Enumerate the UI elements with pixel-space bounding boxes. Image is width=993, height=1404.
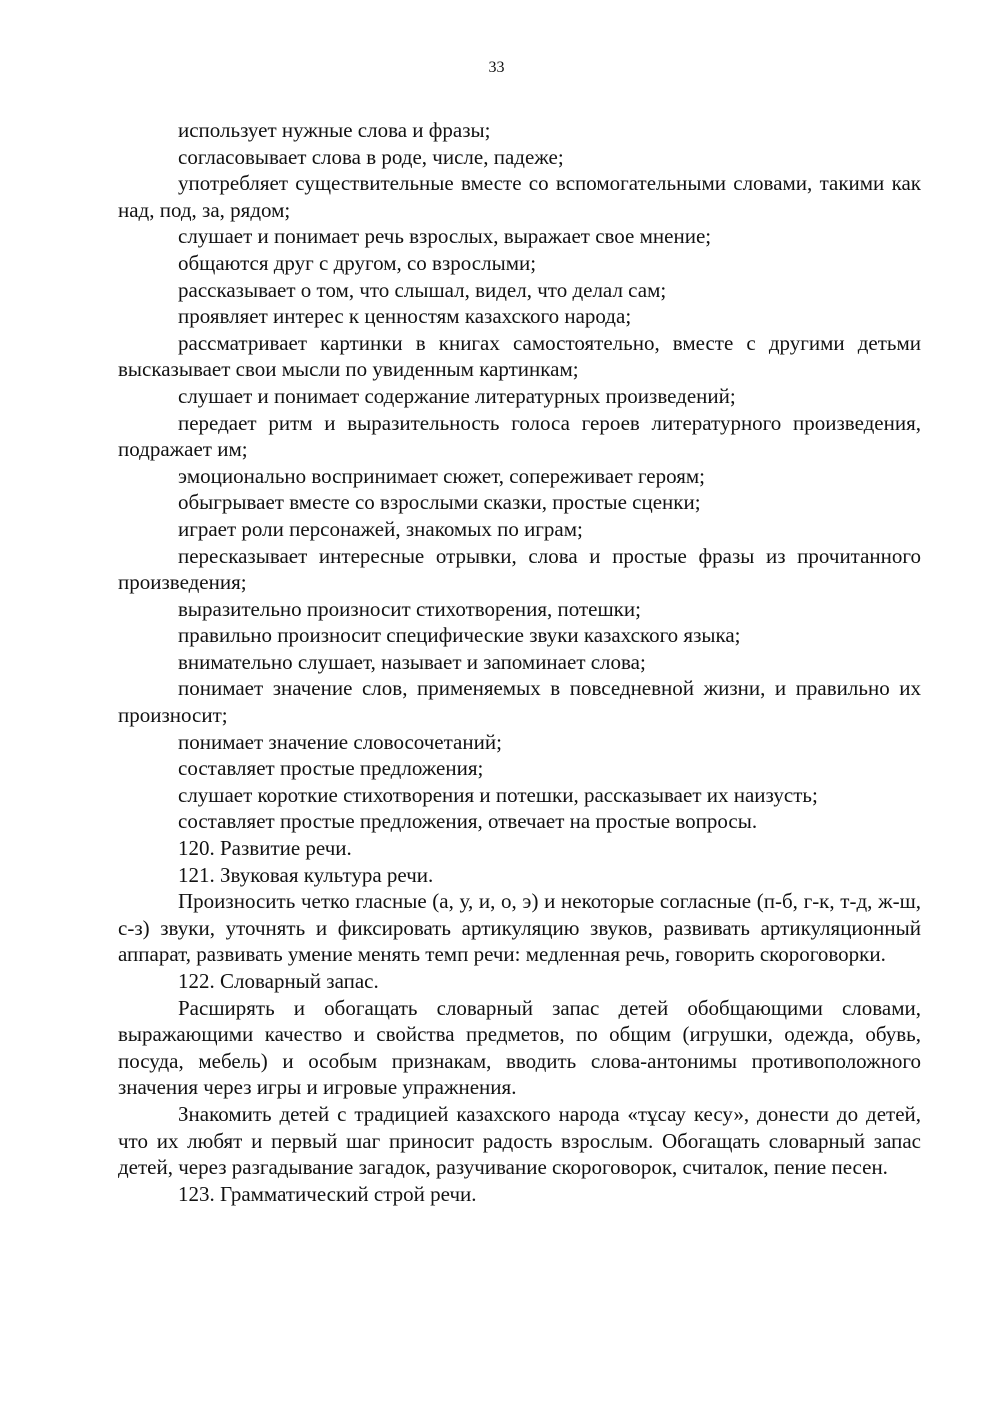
- list-item: рассказывает о том, что слышал, видел, что делал сам;: [178, 277, 667, 302]
- list-item: понимает значение словосочетаний;: [178, 729, 502, 754]
- list-item: выразительно произносит стихотворения, потешки;: [178, 596, 641, 621]
- list-item: эмоционально воспринимает сюжет, сопереживает героям;: [178, 463, 705, 488]
- list-item: правильно произносит специфические звуки казахского языка;: [178, 623, 741, 648]
- list-item: внимательно слушает, называет и запоминает слова;: [178, 649, 646, 674]
- list-item: слушает и понимает речь взрослых, выражает свое мнение;: [178, 224, 712, 249]
- list-item: слушает и понимает содержание литературных произведений;: [178, 383, 736, 408]
- list-item: согласовывает слова в роде, числе, падеже;: [178, 144, 564, 169]
- list-item: слушает короткие стихотворения и потешки, рассказывает их наизусть;: [178, 782, 818, 807]
- list-item: пересказывает интересные отрывки, слова и простые фразы из прочитанного произведения;: [118, 543, 921, 595]
- document-body: [118, 117, 921, 1207]
- page-number: 33: [488, 59, 505, 76]
- list-item: обыгрывает вместе со взрослыми сказки, простые сценки;: [178, 490, 701, 515]
- section-heading: 121. Звуковая культура речи.: [178, 862, 434, 887]
- list-item: рассматривает картинки в книгах самостоятельно, вместе с другими детьми высказывает свои мысли по увиденным картинкам;: [118, 330, 921, 382]
- list-item: составляет простые предложения, отвечает на простые вопросы.: [178, 809, 758, 834]
- section-heading: 122. Словарный запас.: [178, 969, 379, 993]
- list-item: составляет простые предложения;: [178, 756, 484, 781]
- list-item: употребляет существительные вместе со вспомогательными словами, такими как над, под, за, рядом;: [118, 171, 921, 222]
- list-item: передает ритм и выразительность голоса героев литературного произведения, подражает им;: [118, 410, 921, 462]
- body-paragraph: Расширять и обогащать словарный запас детей обобщающими словами, выражающими качество и свойства предметов, по общим (игрушки, одежда, обувь, посуда, мебель) и особым признакам, вводить слова-антонимы противоположного значения через игры и игровые упражнения.: [118, 995, 921, 1100]
- list-item: проявляет интерес к ценностям казахского народа;: [178, 304, 632, 329]
- list-item: понимает значение слов, применяемых в повседневной жизни, и правильно их произносит;: [118, 676, 921, 728]
- list-item: играет роли персонажей, знакомых по играм;: [178, 516, 583, 541]
- body-paragraph: Произносить четко гласные (а, у, и, о, э) и некоторые согласные (п-б, г-к, т-д, ж-ш, с-з) звуки, уточнять и фиксировать артикуляцию звуков, развивать артикуляционный аппарат, развивать умение менять темп речи: медленная речь, говорить скороговорки.: [118, 889, 921, 967]
- section-heading: 123. Грамматический строй речи.: [178, 1181, 477, 1206]
- list-item: общаются друг с другом, со взрослыми;: [178, 250, 537, 275]
- body-paragraph: Знакомить детей с традицией казахского народа «тұсау кесу», донести до детей, что их любят и первый шаг приносит радость взрослым. Обогащать словарный запас детей, через разгадывание загадок, разучивание скороговорок, считалок, пение песен.: [118, 1101, 921, 1180]
- section-heading: 120. Развитие речи.: [178, 836, 352, 861]
- list-item: использует нужные слова и фразы;: [178, 118, 491, 142]
